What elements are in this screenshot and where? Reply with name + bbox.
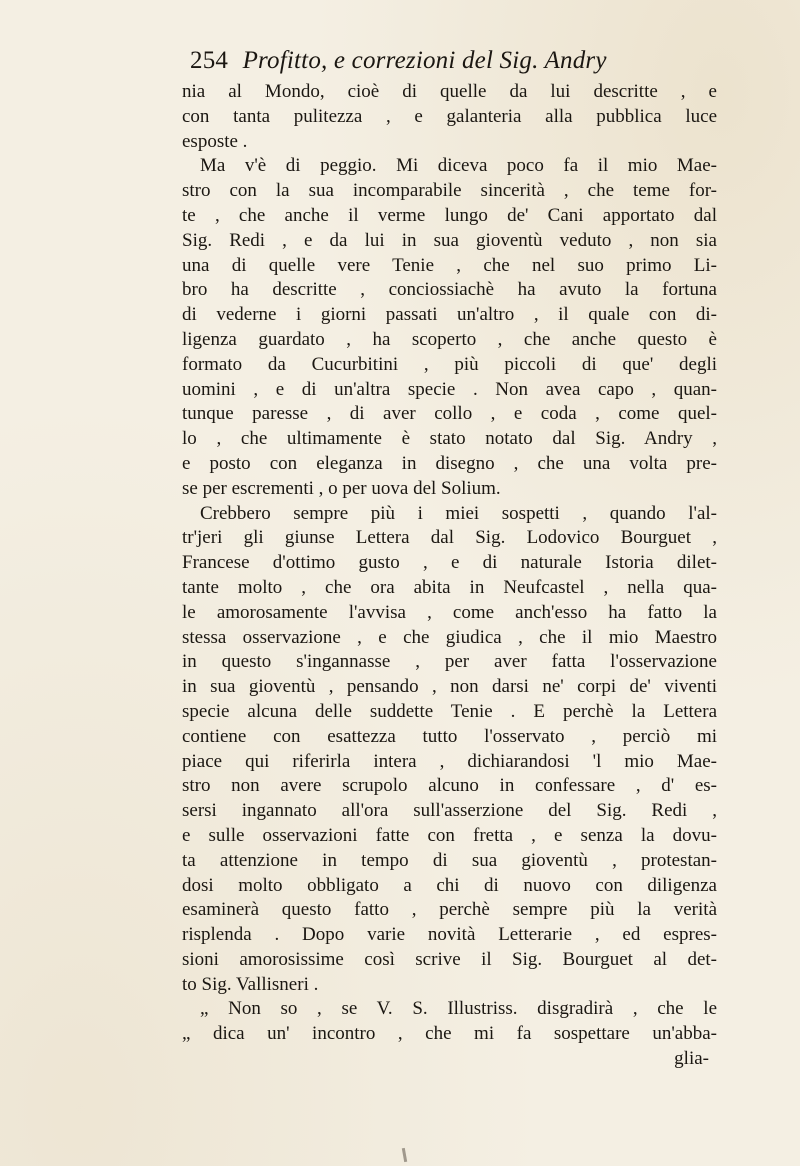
text-line: Francese d'ottimo gusto , e di naturale Istoria dilet-: [182, 552, 717, 574]
text-line: ligenza guardato , ha scoperto , che anche questo è: [182, 328, 717, 350]
text-line: e sulle osservazioni fatte con fretta , e senza la dovu-: [182, 824, 717, 846]
text-line: uomini , e di un'altra specie . Non avea capo , quan-: [182, 378, 717, 400]
text-line: sersi ingannato all'ora sull'asserzione del Sig. Redi ,: [182, 800, 717, 822]
text-line: specie alcuna delle suddette Tenie . E perchè la Lettera: [182, 700, 717, 722]
body-text: [182, 80, 717, 1072]
text-line: piace qui riferirla intera , dichiarandosi 'l mio Mae-: [182, 750, 717, 772]
text-line: esaminerà questo fatto , perchè sempre più la verità: [182, 899, 717, 921]
text-line: stro non avere scrupolo alcuno in confessare , d' es-: [182, 775, 717, 797]
text-line: in sua gioventù , pensando , non darsi ne' corpi de' viventi: [182, 676, 717, 698]
text-line: to Sig. Vallisneri .: [182, 973, 319, 995]
text-line: con tanta pulitezza , e galanteria alla pubblica luce: [182, 105, 717, 127]
text-line: Crebbero sempre più i miei sospetti , quando l'al-: [200, 502, 717, 524]
text-line: e posto con eleganza in disegno , che una volta pre-: [182, 452, 717, 474]
text-block: [182, 44, 717, 1072]
text-line: risplenda . Dopo varie novità Letterarie , ed espres-: [182, 924, 717, 946]
text-line: tr'jeri gli giunse Lettera dal Sig. Lodovico Bourguet ,: [182, 527, 717, 549]
text-line: stro con la sua incomparabile sincerità , che teme for-: [182, 180, 717, 202]
text-line: nia al Mondo, cioè di quelle da lui descritte , e: [182, 81, 717, 102]
catchword: glia-: [674, 1048, 709, 1070]
text-line: Ma v'è di peggio. Mi diceva poco fa il mio Mae-: [200, 155, 717, 177]
text-line: bro ha descritte , conciossiachè ha avuto la fortuna: [182, 279, 717, 301]
text-line: Sig. Redi , e da lui in sua gioventù veduto , non sia: [182, 229, 717, 251]
text-line: le amorosamente l'avvisa , come anch'esso ha fatto la: [182, 601, 717, 623]
ink-smudge: [402, 1148, 407, 1162]
text-line: „ Non so , se V. S. Illustriss. disgradirà , che le: [200, 998, 717, 1020]
running-head: [190, 44, 717, 78]
text-line: se per escrementi , o per uova del Solium.: [182, 477, 501, 499]
text-line: di vederne i giorni passati un'altro , il quale con di-: [182, 304, 717, 326]
text-line: esposte .: [182, 130, 248, 152]
text-line: formato da Cucurbitini , più piccoli di que' degli: [182, 353, 717, 375]
text-line: in questo s'ingannasse , per aver fatta l'osservazione: [182, 651, 717, 673]
text-line: te , che anche il verme lungo de' Cani apportato dal: [182, 204, 717, 226]
text-line: dosi molto obbligato a chi di nuovo con diligenza: [182, 874, 717, 896]
text-line: tante molto , che ora abita in Neufcastel , nella qua-: [182, 576, 717, 598]
running-title: Profitto, e correzioni del Sig. Andry: [242, 47, 607, 74]
text-line: lo , che ultimamente è stato notato dal Sig. Andry ,: [182, 428, 717, 450]
text-line: contiene con esattezza tutto l'osservato , perciò mi: [182, 725, 717, 747]
text-line: stessa osservazione , e che giudica , che il mio Maestro: [182, 626, 717, 648]
text-line: tunque paresse , di aver collo , e coda , come quel-: [182, 403, 717, 425]
text-line: una di quelle vere Tenie , che nel suo primo Li-: [182, 254, 717, 276]
text-line: sioni amorosissime così scrive il Sig. Bourguet al det-: [182, 948, 717, 970]
text-line: „ dica un' incontro , che mi fa sospettare un'abba-: [182, 1023, 717, 1045]
page-number: 254: [190, 47, 229, 74]
text-line: ta attenzione in tempo di sua gioventù , protestan-: [182, 849, 717, 871]
